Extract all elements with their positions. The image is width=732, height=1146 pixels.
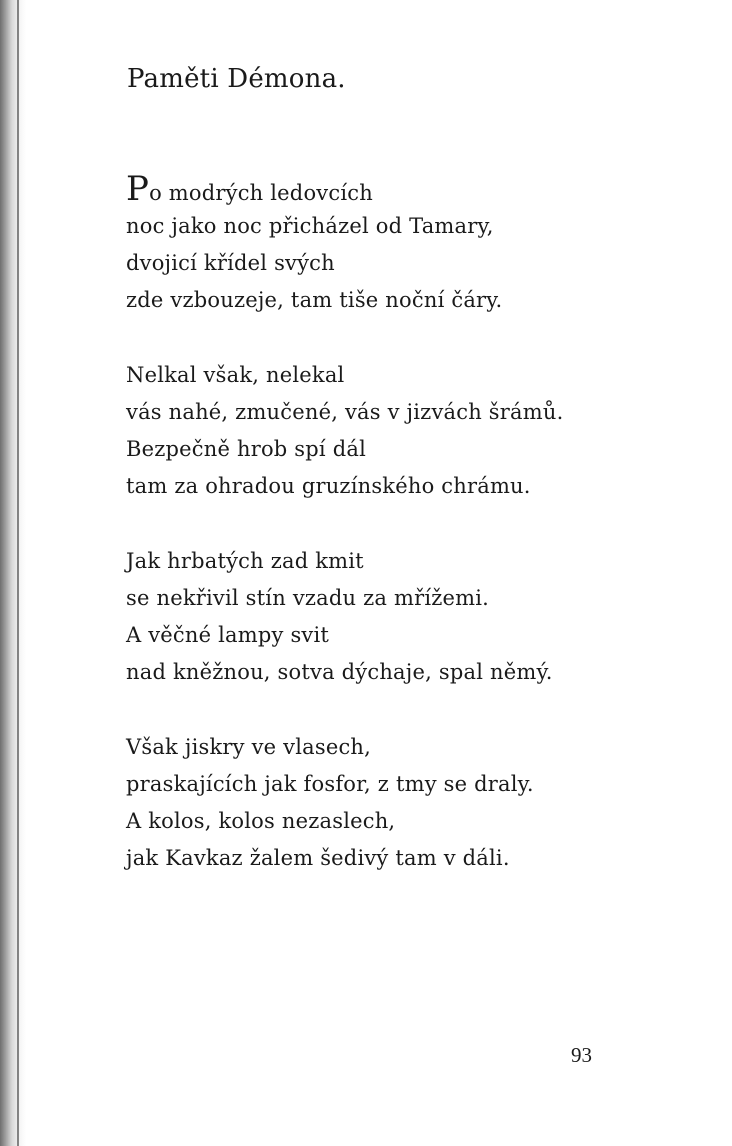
gutter-line xyxy=(17,0,19,1146)
poem-line: praskajících jak fosfor, z tmy se draly. xyxy=(126,772,534,796)
stanza-2 xyxy=(126,357,563,505)
stanza-1 xyxy=(126,171,563,319)
drop-cap: P xyxy=(126,169,150,209)
poem-line: tam za ohradou gruzínského chrámu. xyxy=(126,474,531,498)
book-gutter-shadow xyxy=(0,0,26,1146)
poem-line: noc jako noc přicházel od Tamary, xyxy=(126,214,494,238)
poem-line: A kolos, kolos nezaslech, xyxy=(126,809,396,833)
stanza-4 xyxy=(126,729,563,877)
poem-line: jak Kavkaz žalem šedivý tam v dáli. xyxy=(126,846,510,870)
first-line-text: o modrých ledovcích xyxy=(149,181,373,205)
poem-line: Bezpečně hrob spí dál xyxy=(126,437,366,461)
poem-line: dvojicí křídel svých xyxy=(126,251,335,275)
page-number: 93 xyxy=(571,1043,592,1067)
poem-line: Nelkal však, nelekal xyxy=(126,363,345,387)
poem-line xyxy=(126,171,563,208)
stanza-3 xyxy=(126,543,563,691)
poem-line: Však jiskry ve vlasech, xyxy=(126,735,372,759)
poem-line: vás nahé, zmučené, vás v jizvách šrámů. xyxy=(126,400,564,424)
poem-title: Paměti Démona. xyxy=(127,64,346,94)
poem-body xyxy=(126,171,563,915)
poem-line: zde vzbouzeje, tam tiše noční čáry. xyxy=(126,288,503,312)
poem-line: se nekřivil stín vzadu za mřížemi. xyxy=(126,586,490,610)
poem-line: nad kněžnou, sotva dýchaje, spal němý. xyxy=(126,660,553,684)
poem-line: Jak hrbatých zad kmit xyxy=(126,549,364,573)
poem-line: A věčné lampy svit xyxy=(126,623,330,647)
